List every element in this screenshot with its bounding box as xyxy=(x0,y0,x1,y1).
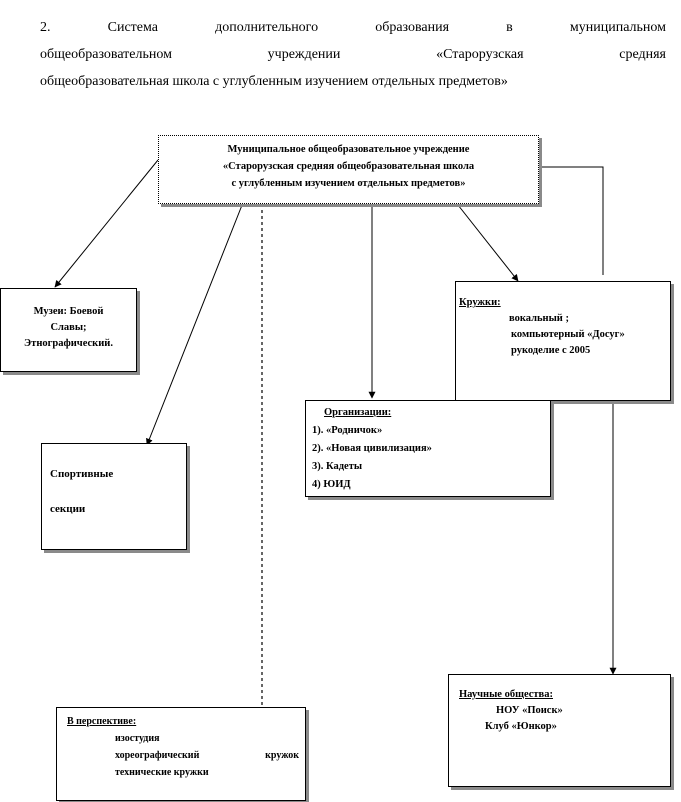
arrow-to-clubs xyxy=(458,205,518,281)
science-item-junkor: Клуб «Юнкор» xyxy=(485,721,557,732)
museum-box xyxy=(0,288,137,372)
future-item-technical: технические кружки xyxy=(115,767,209,778)
future-item-art-studio: изостудия xyxy=(115,733,160,744)
museum-line-2: Славы; xyxy=(50,322,87,333)
organizations-title: Организации: xyxy=(324,407,392,418)
organizations-box xyxy=(305,400,551,497)
future-box xyxy=(56,707,306,801)
school-line-1: Муниципальное общеобразовательное учреждение xyxy=(227,144,470,155)
organizations-item-2: 2). «Новая цивилизация» xyxy=(312,443,432,454)
future-item-choreography-part-1: хореографический xyxy=(115,750,200,761)
museum-line-1: Музеи: Боевой xyxy=(33,306,104,317)
future-item-choreography xyxy=(67,747,299,764)
arrow-to-sports xyxy=(147,190,248,445)
science-box xyxy=(448,674,671,787)
school-box xyxy=(158,135,539,204)
organizations-item-4: 4) ЮИД xyxy=(312,479,351,490)
clubs-title: Кружки: xyxy=(459,297,501,308)
clubs-item-vocal: вокальный ; xyxy=(509,313,569,324)
museum-line-3: Этнографический. xyxy=(24,338,113,349)
organizations-item-3: 3). Кадеты xyxy=(312,461,363,472)
science-item-search: НОУ «Поиск» xyxy=(496,705,563,716)
arrow-to-museum xyxy=(55,160,158,287)
future-item-choreography-part-2: кружок xyxy=(265,750,299,761)
clubs-item-needlework: рукоделие с 2005 xyxy=(511,345,591,356)
school-line-3: с углубленным изучением отдельных предметов» xyxy=(231,178,466,189)
document-heading xyxy=(40,14,666,95)
science-title: Научные общества: xyxy=(459,689,553,700)
clubs-box xyxy=(455,281,671,401)
organizations-item-1: 1). «Родничок» xyxy=(312,425,383,436)
sports-line-1: Спортивные xyxy=(50,468,114,480)
heading-line-1: 2. Система дополнительного образования в муниципальном xyxy=(40,20,666,35)
clubs-item-computer: компьютерный «Досуг» xyxy=(511,329,625,340)
heading-line-3: общеобразовательная школа с углубленным изучением отдельных предметов» xyxy=(40,74,508,89)
sports-box xyxy=(41,443,187,550)
line-to-clubs-top xyxy=(540,167,603,275)
heading-line-2: общеобразовательном учреждении «Старорузская средняя xyxy=(40,47,666,62)
future-title: В перспективе: xyxy=(67,716,137,727)
school-line-2: «Старорузская средняя общеобразовательная школа xyxy=(222,161,475,172)
sports-line-2: секции xyxy=(50,503,86,515)
